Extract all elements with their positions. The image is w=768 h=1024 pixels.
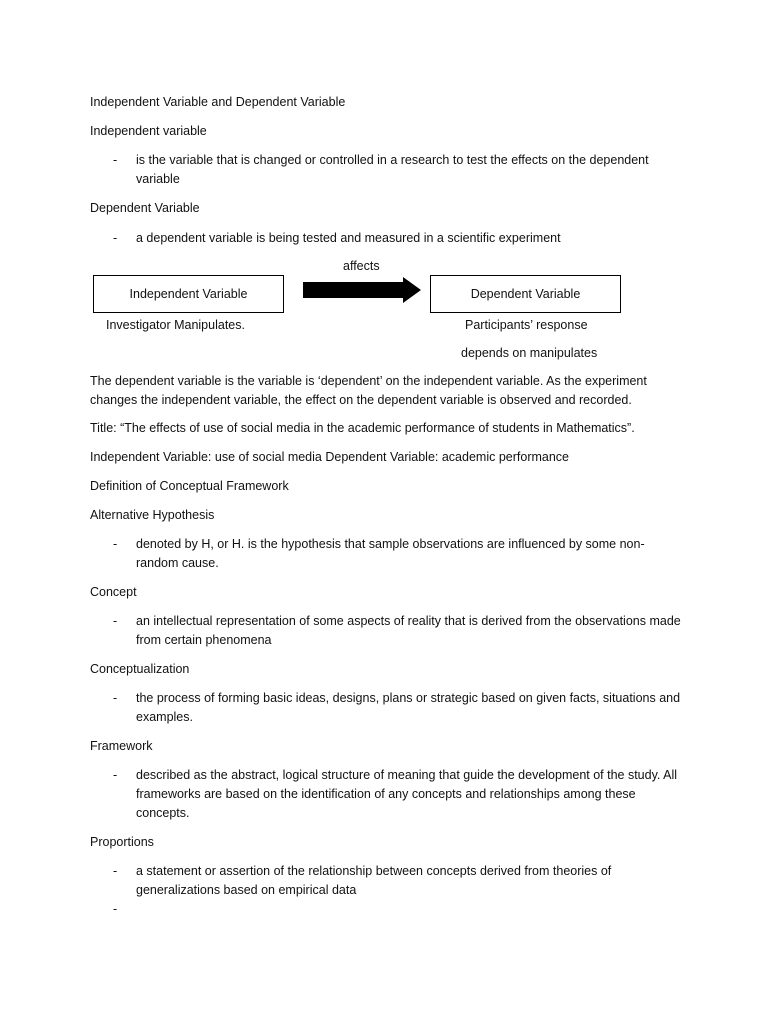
explanation-paragraph: The dependent variable is the variable is ‘dependent’ on the independent variable. As the experiment changes the independent variable, the effect on the dependent variable is observed and recorded.: [90, 374, 647, 407]
conceptual-framework-heading: Definition of Conceptual Framework: [90, 479, 289, 493]
left-caption: Investigator Manipulates.: [106, 318, 245, 332]
bullet-dash: -: [113, 902, 118, 916]
term-alternative-hypothesis: Alternative Hypothesis: [90, 508, 215, 522]
list-item: [113, 612, 683, 650]
title-line: Title: “The effects of use of social media in the academic performance of students in Mathematics”.: [90, 421, 635, 435]
definition-text: a dependent variable is being tested and measured in a scientific experiment: [136, 231, 561, 245]
bullet-dash: -: [113, 537, 118, 551]
bullet-dash: -: [113, 864, 118, 878]
bullet-dash: -: [113, 231, 118, 245]
definition-text: denoted by H, or H. is the hypothesis that sample observations are influenced by some non-random cause.: [136, 537, 645, 570]
right-arrow-icon: [303, 277, 421, 303]
definition-text: described as the abstract, logical structure of meaning that guide the development of the study. All frameworks are based on the identification of any concepts and relationships among these concepts.: [136, 768, 678, 820]
definition-text: an intellectual representation of some aspects of reality that is derived from the observations made from certain phenomena: [136, 614, 681, 647]
bullet-dash: -: [113, 614, 118, 628]
bullet-dash: -: [113, 153, 118, 167]
box-label: Independent Variable: [129, 286, 248, 301]
list-item: [113, 151, 683, 189]
term-proportions: Proportions: [90, 835, 154, 849]
right-caption-line-2: depends on manipulates: [461, 346, 598, 360]
dependent-variable-box: [430, 275, 621, 313]
bullet-dash: -: [113, 691, 118, 705]
definition-text: is the variable that is changed or controlled in a research to test the effects on the dependent variable: [136, 153, 649, 186]
term-framework: Framework: [90, 739, 153, 753]
list-item: [113, 689, 683, 727]
list-item: [113, 535, 683, 573]
term-conceptualization: Conceptualization: [90, 662, 190, 676]
definition-text: the process of forming basic ideas, designs, plans or strategic based on given facts, situations and examples.: [136, 691, 681, 724]
term-independent-variable: Independent variable: [90, 124, 207, 138]
independent-variable-box: [93, 275, 284, 313]
list-item: [113, 229, 683, 248]
term-dependent-variable: Dependent Variable: [90, 201, 200, 215]
section-heading: Independent Variable and Dependent Variable: [90, 95, 346, 109]
arrow-label: affects: [343, 259, 380, 273]
variables-line: Independent Variable: use of social media Dependent Variable: academic performance: [90, 450, 569, 464]
right-caption-line-1: Participants’ response: [465, 318, 588, 332]
list-item: [113, 862, 683, 900]
definition-text: a statement or assertion of the relationship between concepts derived from theories of generalizations based on empirical data: [136, 864, 612, 897]
bullet-dash: -: [113, 768, 118, 782]
box-label: Dependent Variable: [470, 286, 581, 301]
list-item: [113, 766, 683, 823]
term-concept: Concept: [90, 585, 137, 599]
